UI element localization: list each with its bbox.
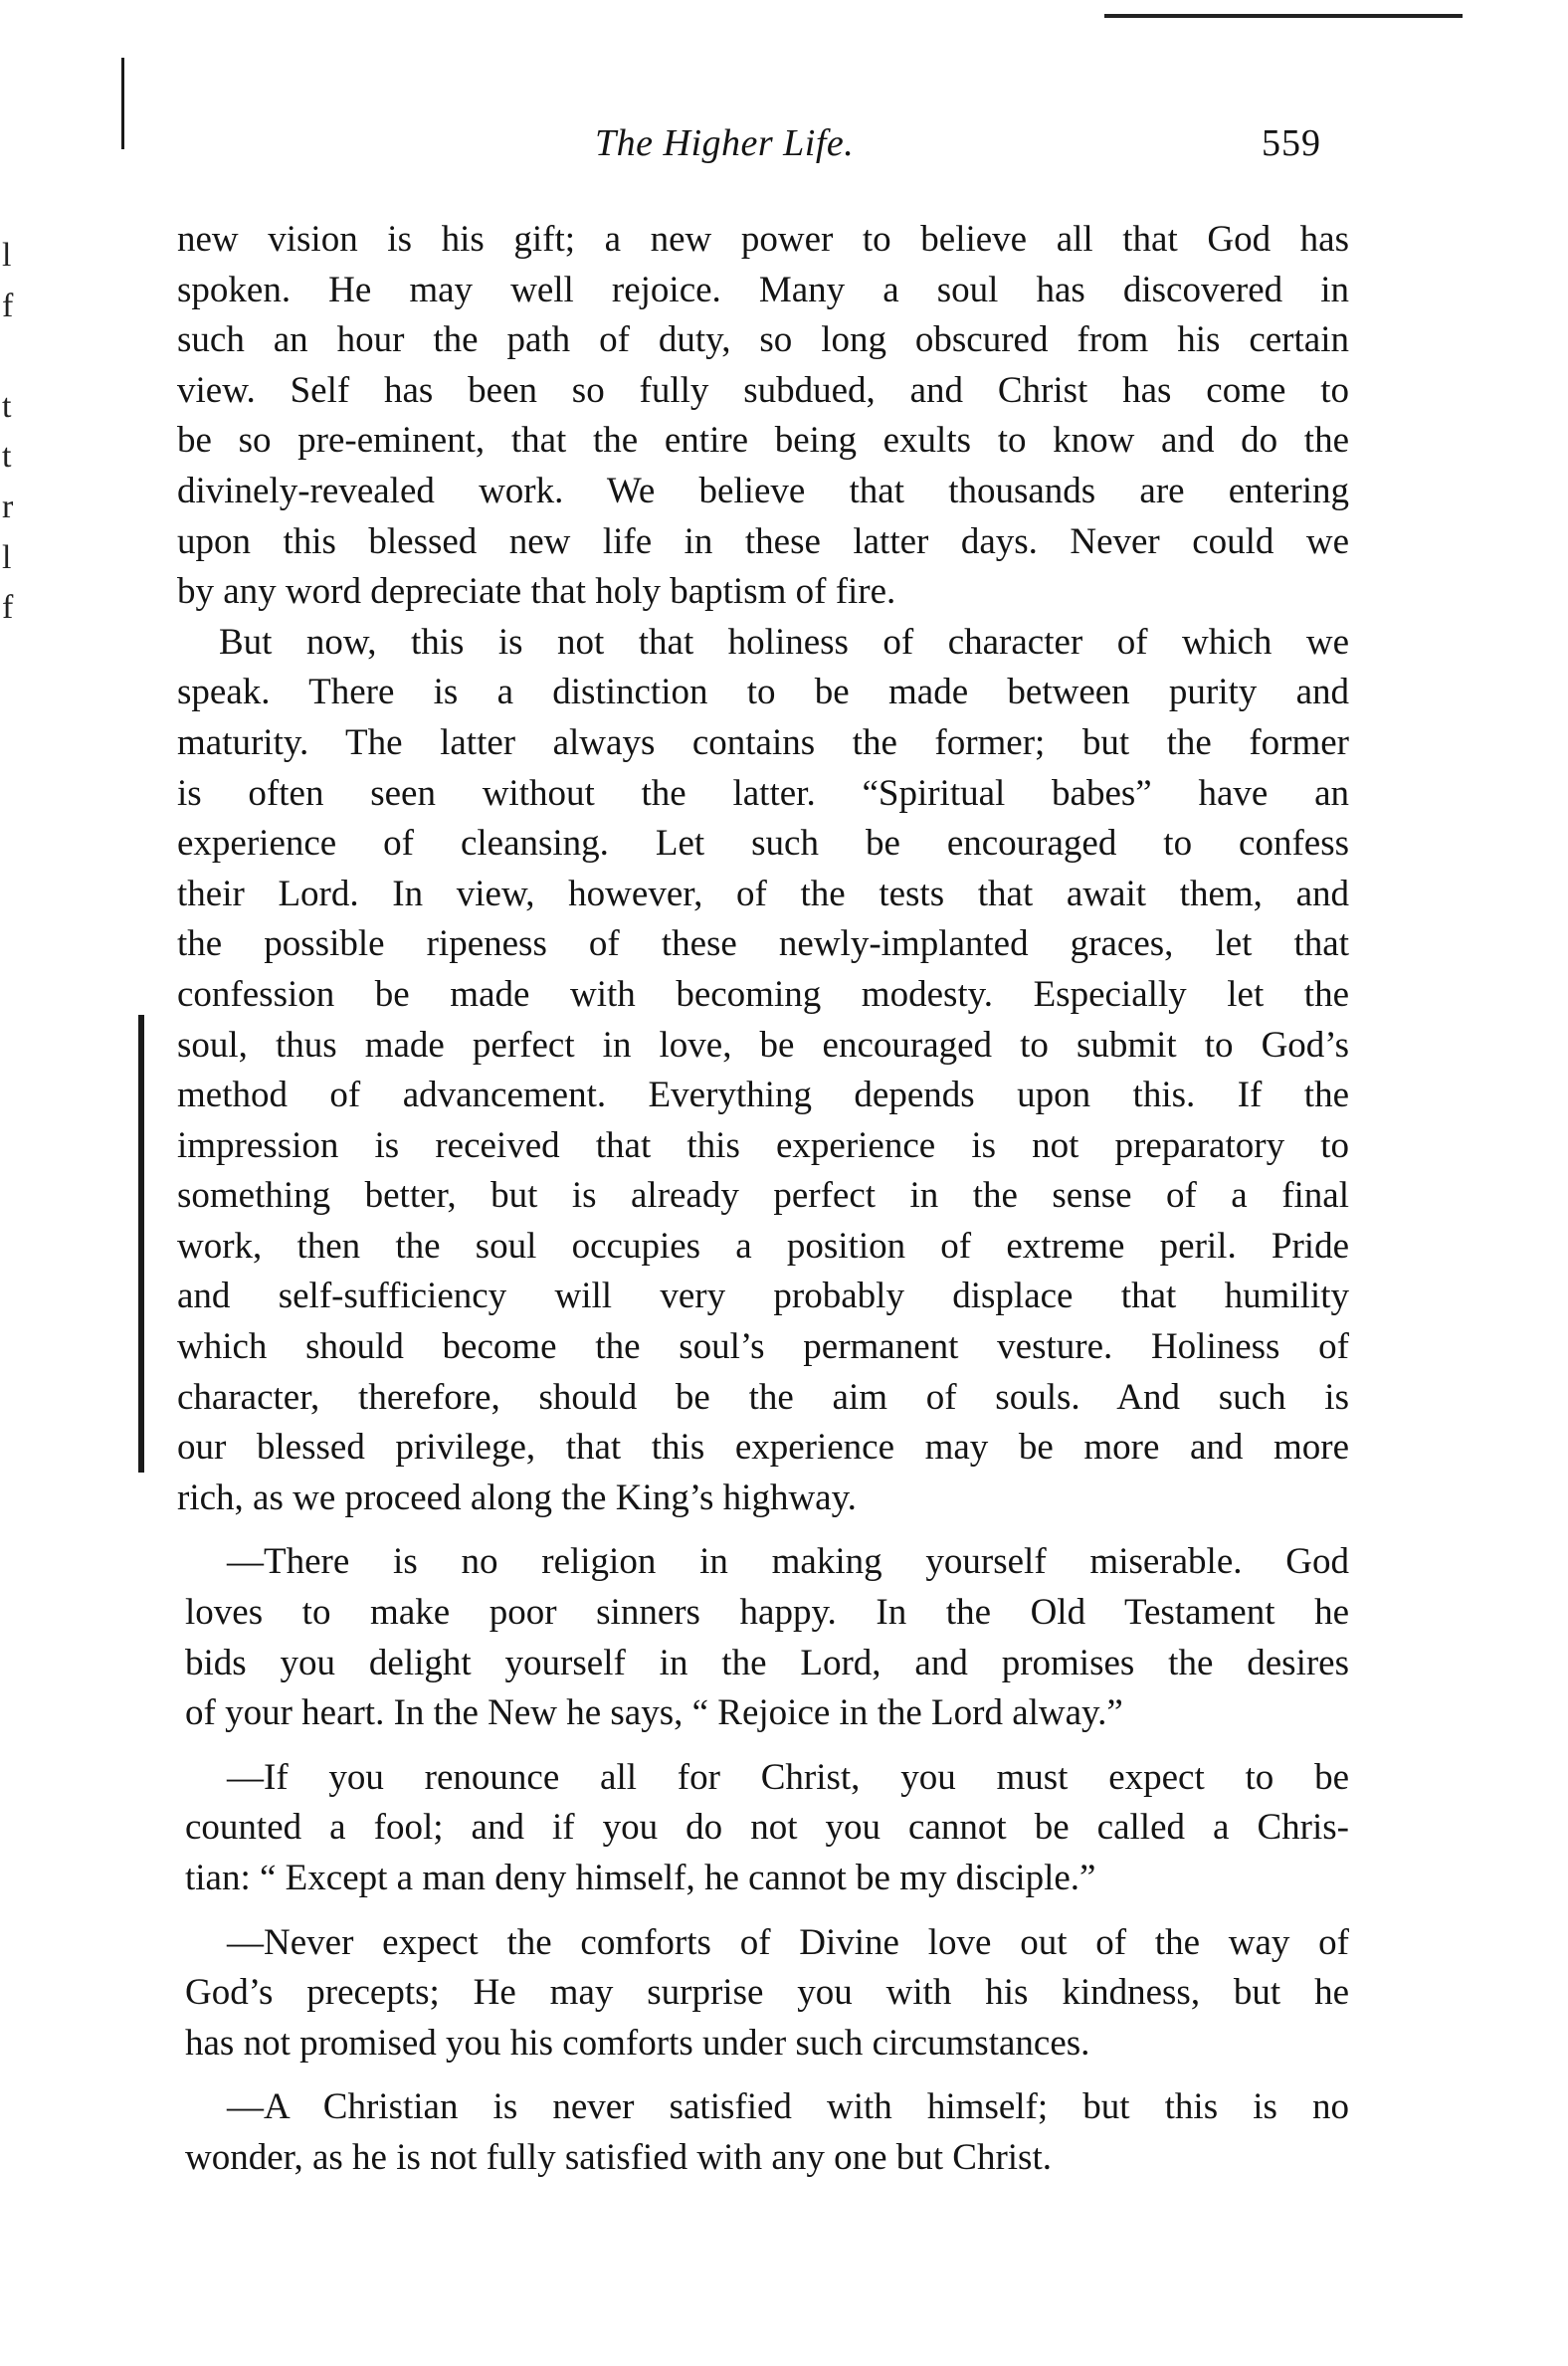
text-line: has not promised you his comforts under such circumstances. [185,2022,1090,2064]
margin-char: f [2,287,14,324]
text-line: —Never expect the comforts of Divine love out of the way of [227,1921,1349,1963]
text-line: which should become the soul’s permanent vesture. Holiness of [177,1326,1349,1368]
text-line: be so pre-eminent, that the entire being exults to know and do the [177,420,1349,462]
paragraph-1 [177,215,1349,618]
text-line: method of advancement. Everything depends upon this. If the [177,1075,1349,1116]
paragraph-2 [177,618,1349,1524]
text-line: experience of cleansing. Let such be encouraged to confess [177,823,1349,865]
text-line: tian: “ Except a man deny himself, he cannot be my disciple.” [185,1858,1096,1898]
text-line: wonder, as he is not fully satisfied with any one but Christ. [185,2136,1052,2178]
text-line: our blessed privilege, that this experience may be more and more [177,1427,1349,1469]
text-line: upon this blessed new life in these latter days. Never could we [177,520,1349,562]
text-line: bids you delight yourself in the Lord, and promises the desires [185,1642,1349,1683]
bleed-through-margin [2,231,58,634]
margin-char: l [2,538,12,576]
text-line: is often seen without the latter. “Spiritual babes” have an [177,772,1349,814]
text-line: spoken. He may well rejoice. Many a soul has discovered in [177,269,1349,310]
text-line: by any word depreciate that holy baptism of fire. [177,571,896,613]
text-line: God’s precepts; He may surprise you with his kindness, but he [185,1972,1349,2014]
text-line: speak. There is a distinction to be made between purity and [177,672,1349,713]
text-line: soul, thus made perfect in love, be encouraged to submit to God’s [177,1024,1349,1066]
text-line: the possible ripeness of these newly-implanted graces, let that [177,923,1349,965]
margin-char: f [2,589,14,627]
text-line: impression is received that this experience is not preparatory to [177,1124,1349,1166]
text-line: new vision is his gift; a new power to believe all that God has [177,219,1349,260]
text-line: and self-sufficiency will very probably displace that humility [177,1276,1349,1317]
text-line: of your heart. In the New he says, “ Rejoice in the Lord alway.” [185,1692,1123,1734]
text-line: work, then the soul occupies a position of extreme peril. Pride [177,1225,1349,1267]
paragraph-6 [177,2082,1349,2183]
text-line: rich, as we proceed along the King’s highway. [177,1477,857,1518]
text-line: maturity. The latter always contains the former; but the former [177,721,1349,763]
text-line: something better, but is already perfect in the sense of a final [177,1175,1349,1217]
text-line: —There is no religion in making yourself miserable. God [227,1541,1349,1583]
margin-char [2,331,58,382]
text-line: divinely-revealed work. We believe that thousands are entering [177,470,1349,511]
body-text [177,215,1349,2184]
text-line: character, therefore, should be the aim of souls. And such is [177,1376,1349,1418]
text-line: —A Christian is never satisfied with himself; but this is no [227,2086,1349,2128]
text-line: But now, this is not that holiness of character of which we [219,621,1349,663]
paragraph-4 [177,1753,1349,1904]
text-line: view. Self has been so fully subdued, and Christ has come to [177,369,1349,411]
text-line: counted a fool; and if you do not you cannot be called a Chris- [185,1807,1349,1849]
running-title: The Higher Life. [595,122,855,164]
page-number: 559 [1262,122,1321,164]
margin-char: t [2,387,12,425]
text-line: loves to make poor sinners happy. In the Old Testament he [185,1592,1349,1634]
text-line: such an hour the path of duty, so long obscured from his certain [177,319,1349,361]
running-head [0,121,1568,181]
paragraph-3 [177,1537,1349,1738]
text-line: confession be made with becoming modesty. Especially let the [177,973,1349,1015]
margin-char: r [2,488,14,525]
text-line: —If you renounce all for Christ, you must expect to be [227,1756,1349,1798]
paragraph-5 [177,1918,1349,2070]
top-rule [1104,14,1463,18]
margin-char: l [2,237,12,274]
gutter-rule-short [140,1194,142,1451]
margin-char: t [2,438,12,476]
text-line: their Lord. In view, however, of the tests that await them, and [177,873,1349,914]
